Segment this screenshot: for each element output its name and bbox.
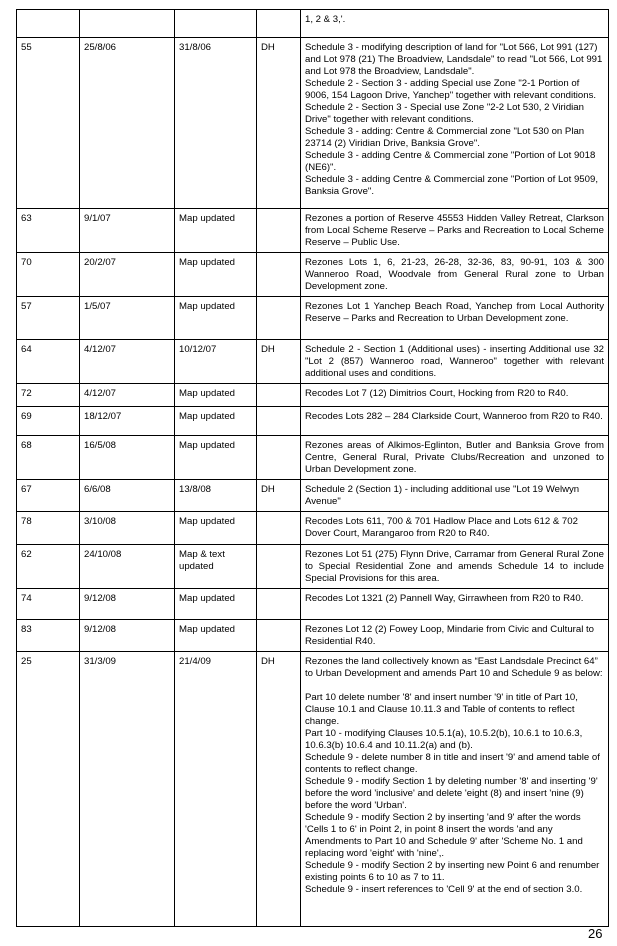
gazettal-date: 9/12/08 xyxy=(80,620,175,652)
page-number: 26 xyxy=(588,926,603,941)
detail-line: Part 10 delete number '8' and insert number '9' in title of Part 10, Clause 10.1 and Clause 10.11.3 and Table of contents to reflect change. xyxy=(305,692,578,727)
table-row xyxy=(17,38,609,209)
detail-line: Recodes Lots 611, 700 & 701 Hadlow Place and Lots 612 & 702 Dover Court, Marangaroo from R20 to R40. xyxy=(305,516,578,539)
detail-line: Schedule 3 - adding Centre & Commercial zone "Portion of Lot 9018 (NE6)". xyxy=(305,150,596,173)
officer-initials: DH xyxy=(257,652,301,927)
officer-initials xyxy=(257,384,301,407)
gazettal-date: 24/10/08 xyxy=(80,545,175,589)
amendment-number xyxy=(17,10,80,38)
officer-initials xyxy=(257,436,301,480)
table-row xyxy=(17,620,609,652)
update-status: Map updated xyxy=(175,407,257,436)
table-row xyxy=(17,10,609,38)
officer-initials xyxy=(257,545,301,589)
detail-line: Schedule 3 - adding Centre & Commercial zone "Portion of Lot 9509, Banksia Grove". xyxy=(305,174,598,197)
detail-line: Schedule 3 - adding: Centre & Commercial zone "Lot 530 on Plan 23714 (2) Viridian Drive, Banksia Grove". xyxy=(305,126,585,149)
detail-line: Rezones Lot 51 (275) Flynn Drive, Carramar from General Rural Zone to Special Residential Zone and amends Schedule 14 to include Special Provisions for this area. xyxy=(305,549,604,584)
detail-line: Schedule 3 - modifying description of land for "Lot 566, Lot 991 (127) and Lot 978 (21) The Broadview, Landsdale" to read "Lot 566, Lot 991 and Lot 978 the Broadview, Landsdale". xyxy=(305,42,603,77)
update-status: Map updated xyxy=(175,209,257,253)
table-row xyxy=(17,253,609,297)
detail-line: Rezones the land collectively known as “East Landsdale Precinct 64” to Urban Development and amends Part 10 and Schedule 9 as below: xyxy=(305,656,603,679)
gazettal-date: 25/8/06 xyxy=(80,38,175,209)
amendment-details xyxy=(301,480,609,512)
table-row xyxy=(17,652,609,927)
amendments-table xyxy=(16,9,609,927)
table-row xyxy=(17,209,609,253)
officer-initials: DH xyxy=(257,480,301,512)
table-row xyxy=(17,407,609,436)
gazettal-date: 18/12/07 xyxy=(80,407,175,436)
amendment-details xyxy=(301,10,609,38)
gazettal-date: 9/1/07 xyxy=(80,209,175,253)
detail-line: Schedule 9 - modify Section 2 by inserting 'and 9' after the words 'Cells 1 to 6' in Point 2, in point 8 insert the words 'and any Amendments to Part 10 and Schedule 9' after 'Scheme No. 1 and replacing word 'eight' with 'nine',. xyxy=(305,812,583,859)
amendment-details xyxy=(301,38,609,209)
detail-line: Rezones a portion of Reserve 45553 Hidden Valley Retreat, Clarkson from Local Scheme Reserve – Parks and Recreation to Local Scheme Reserve – Public Use. xyxy=(305,213,604,248)
detail-line: Recodes Lots 282 – 284 Clarkside Court, Wanneroo from R20 to R40. xyxy=(305,411,603,422)
officer-initials xyxy=(257,512,301,545)
amendment-details xyxy=(301,620,609,652)
amendment-number: 64 xyxy=(17,340,80,384)
amendment-number: 67 xyxy=(17,480,80,512)
gazettal-date: 9/12/08 xyxy=(80,589,175,620)
amendment-number: 74 xyxy=(17,589,80,620)
officer-initials xyxy=(257,297,301,340)
amendment-details xyxy=(301,384,609,407)
table-row xyxy=(17,297,609,340)
amendment-number: 68 xyxy=(17,436,80,480)
officer-initials xyxy=(257,253,301,297)
update-status: 21/4/09 xyxy=(175,652,257,927)
amendment-number: 25 xyxy=(17,652,80,927)
detail-line: Schedule 2 (Section 1) - including additional use "Lot 19 Welwyn Avenue" xyxy=(305,484,580,507)
table-row xyxy=(17,545,609,589)
gazettal-date: 16/5/08 xyxy=(80,436,175,480)
amendment-number: 78 xyxy=(17,512,80,545)
amendment-details xyxy=(301,652,609,927)
amendment-details xyxy=(301,209,609,253)
detail-line: Rezones Lots 1, 6, 21-23, 26-28, 32-36, 83, 90-91, 103 & 300 Wanneroo Road, Woodvale from General Rural zone to Urban Development zone. xyxy=(305,257,604,292)
update-status: 31/8/06 xyxy=(175,38,257,209)
paragraph-gap xyxy=(305,680,604,692)
update-status: Map updated xyxy=(175,620,257,652)
detail-line: 1, 2 & 3,'. xyxy=(305,14,346,25)
gazettal-date: 1/5/07 xyxy=(80,297,175,340)
amendment-details xyxy=(301,340,609,384)
update-status: Map & text updated xyxy=(175,545,257,589)
gazettal-date: 4/12/07 xyxy=(80,384,175,407)
amendment-details xyxy=(301,589,609,620)
officer-initials xyxy=(257,209,301,253)
update-status: Map updated xyxy=(175,589,257,620)
amendment-details xyxy=(301,545,609,589)
amendment-number: 72 xyxy=(17,384,80,407)
table-row xyxy=(17,480,609,512)
detail-line: Rezones Lot 12 (2) Fowey Loop, Mindarie from Civic and Cultural to Residential R40. xyxy=(305,624,595,647)
detail-line: Recodes Lot 7 (12) Dimitrios Court, Hocking from R20 to R40. xyxy=(305,388,569,399)
update-status: Map updated xyxy=(175,512,257,545)
officer-initials: DH xyxy=(257,340,301,384)
amendment-number: 63 xyxy=(17,209,80,253)
officer-initials: DH xyxy=(257,38,301,209)
amendment-number: 83 xyxy=(17,620,80,652)
amendment-details xyxy=(301,253,609,297)
gazettal-date: 3/10/08 xyxy=(80,512,175,545)
amendment-details xyxy=(301,436,609,480)
amendment-number: 57 xyxy=(17,297,80,340)
gazettal-date: 20/2/07 xyxy=(80,253,175,297)
update-status: Map updated xyxy=(175,436,257,480)
officer-initials xyxy=(257,407,301,436)
detail-line: Rezones Lot 1 Yanchep Beach Road, Yanchep from Local Authority Reserve – Parks and Recreation to Urban Development zone. xyxy=(305,301,604,324)
amendment-number: 62 xyxy=(17,545,80,589)
update-status: Map updated xyxy=(175,253,257,297)
detail-line: Schedule 9 - insert references to 'Cell 9' at the end of section 3.0. xyxy=(305,884,583,895)
gazettal-date: 6/6/08 xyxy=(80,480,175,512)
officer-initials xyxy=(257,589,301,620)
detail-line: Schedule 9 - modify Section 1 by deleting number '8' and inserting '9' before the word 'inclusive' and delete 'eight (8) and insert 'nine (9) before the word 'Urban'. xyxy=(305,776,598,811)
detail-line: Schedule 2 - Section 3 - Special use Zone "2-2 Lot 530, 2 Viridian Drive" together with relevant conditions. xyxy=(305,102,584,125)
detail-line: Recodes Lot 1321 (2) Pannell Way, Girrawheen from R20 to R40. xyxy=(305,593,584,604)
detail-line: Part 10 - modifying Clauses 10.5.1(a), 10.5.2(b), 10.6.1 to 10.6.3, 10.6.3(b) 10.6.4 and 10.11.2(a) and (b). xyxy=(305,728,583,751)
update-status: 13/8/08 xyxy=(175,480,257,512)
detail-line: Rezones areas of Alkimos-Eglinton, Butler and Banksia Grove from Centre, General Rural, Private Clubs/Recreation and unzoned to Urban Development zone. xyxy=(305,440,604,475)
detail-line: Schedule 9 - delete number 8 in title and insert '9' and amend table of contents to reflect change. xyxy=(305,752,600,775)
update-status xyxy=(175,10,257,38)
gazettal-date: 4/12/07 xyxy=(80,340,175,384)
officer-initials xyxy=(257,10,301,38)
table-row xyxy=(17,436,609,480)
amendment-details xyxy=(301,407,609,436)
table-row xyxy=(17,589,609,620)
table-row xyxy=(17,340,609,384)
detail-line: Schedule 2 - Section 3 - adding Special use Zone "2-1 Portion of 9006, 154 Lagoon Drive, Yanchep" together with relevant conditions. xyxy=(305,78,597,101)
amendment-number: 70 xyxy=(17,253,80,297)
amendment-details xyxy=(301,512,609,545)
amendment-number: 55 xyxy=(17,38,80,209)
officer-initials xyxy=(257,620,301,652)
table-row xyxy=(17,512,609,545)
amendment-details xyxy=(301,297,609,340)
table-row xyxy=(17,384,609,407)
gazettal-date: 31/3/09 xyxy=(80,652,175,927)
update-status: Map updated xyxy=(175,297,257,340)
update-status: Map updated xyxy=(175,384,257,407)
detail-line: Schedule 2 - Section 1 (Additional uses) - inserting Additional use 32 "Lot 2 (857) Wanneroo road, Wanneroo" together with relevant additional uses and conditions. xyxy=(305,344,604,379)
amendment-number: 69 xyxy=(17,407,80,436)
detail-line: Schedule 9 - modify Section 2 by inserting new Point 6 and renumber existing points 6 to 10 as 7 to 11. xyxy=(305,860,600,883)
update-status: 10/12/07 xyxy=(175,340,257,384)
gazettal-date xyxy=(80,10,175,38)
